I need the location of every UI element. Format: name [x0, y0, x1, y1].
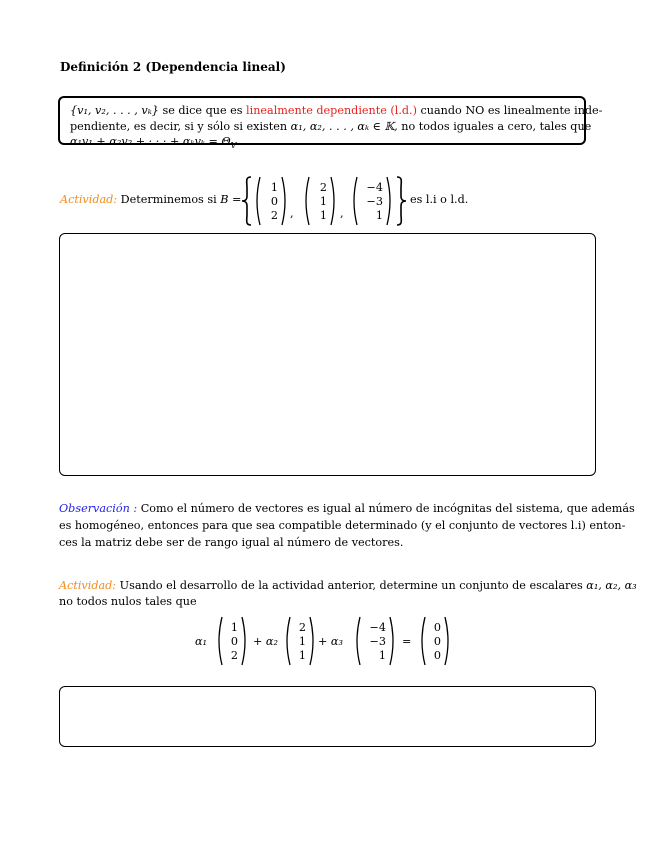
paren-left: [353, 616, 361, 666]
paren-left: [302, 176, 310, 226]
vector-set: {v₁, v₂, . . . , vₖ}: [70, 104, 159, 117]
paren-left: [283, 616, 291, 666]
activity-1-text: [60, 194, 241, 205]
vector-entry: 0: [230, 634, 238, 648]
paren-right: [309, 616, 317, 666]
vector-entry: −3: [366, 194, 383, 208]
paren-left: [253, 176, 261, 226]
definition-text: no todos iguales a cero, tales que: [397, 120, 592, 133]
definition-title: Definición 2 (Dependencia lineal): [60, 60, 286, 74]
definition-box: [58, 96, 603, 151]
vector-entry: 2: [230, 648, 238, 662]
observation-line-3: ces la matriz debe ser de rango igual al número de vectores.: [59, 536, 404, 549]
paren-right: [444, 616, 452, 666]
equals-sign: =: [402, 635, 412, 648]
vector-entry: −3: [369, 634, 386, 648]
activity-text: Determinemos si: [117, 193, 221, 206]
coef-alpha-3: + α₃: [318, 635, 343, 648]
paren-right: [281, 176, 289, 226]
vector-entry: 0: [433, 648, 441, 662]
subscript: V: [230, 141, 237, 151]
answer-box-2[interactable]: [59, 686, 596, 747]
activity-text: Usando el desarrollo de la actividad anterior, determine un conjunto de escalares: [116, 579, 587, 592]
paren-right: [389, 616, 397, 666]
observation-text: Como el número de vectores es igual al número de incógnitas del sistema, que además: [137, 502, 635, 515]
right-brace: [394, 176, 408, 226]
vector-entry: 2: [270, 208, 278, 222]
paren-left: [350, 176, 358, 226]
activity-label: Actividad:: [60, 193, 118, 206]
vector-entry: 1: [319, 194, 327, 208]
vector-entry: 1: [319, 208, 327, 222]
vector-b1: [253, 176, 289, 226]
vector-entry: 1: [298, 634, 306, 648]
vector-entry: 1: [230, 620, 238, 634]
vector-entry: 2: [298, 620, 306, 634]
activity-label: Actividad:: [59, 579, 117, 592]
paren-left: [215, 616, 223, 666]
comma: ,: [290, 207, 294, 220]
observation-line-2: es homogéneo, entonces para que sea compatible determinado (y el conjunto de vectores l.i) enton-: [59, 519, 626, 532]
set-name: B: [220, 193, 229, 206]
vector-entry: −4: [369, 620, 386, 634]
scalars: α₁, α₂, . . . , αₖ ∈ 𝕂,: [290, 120, 398, 133]
period: .: [236, 135, 240, 148]
definition-line-1: [70, 104, 603, 117]
vector-entry: 1: [270, 180, 278, 194]
vector-entry: 0: [433, 620, 441, 634]
activity-2-line-1: [59, 580, 637, 591]
vector-v1: [215, 616, 249, 666]
vector-entry: −4: [366, 180, 383, 194]
left-brace: [240, 176, 254, 226]
coef-alpha-2: + α₂: [253, 635, 278, 648]
scalars: α₁, α₂, α₃: [586, 579, 637, 592]
observation-label: Observación :: [59, 502, 138, 515]
vector-entry: 1: [298, 648, 306, 662]
activity-1-question: es l.i o l.d.: [410, 193, 469, 206]
zero-vector: [418, 616, 452, 666]
paren-right: [386, 176, 394, 226]
comma: ,: [340, 207, 344, 220]
paren-right: [330, 176, 338, 226]
definition-line-2: [70, 120, 592, 133]
vector-entry: 1: [378, 648, 386, 662]
vector-b2: [302, 176, 338, 226]
linear-combination: α₁v₁ + α₂v₂ + · · · + αₖvₖ = Θ: [70, 135, 231, 148]
vector-entry: 0: [433, 634, 441, 648]
definition-text: se dice que es: [158, 104, 247, 117]
definition-line-3: [70, 136, 576, 150]
observation-line-1: [59, 503, 635, 514]
definition-text: cuando NO es linealmente inde-: [416, 104, 603, 117]
paren-left: [418, 616, 426, 666]
paren-right: [241, 616, 249, 666]
definition-text: pendiente, es decir, si y sólo si existen: [70, 120, 291, 133]
vector-entry: 2: [319, 180, 327, 194]
vector-v3: [353, 616, 397, 666]
answer-box-1[interactable]: [59, 233, 596, 476]
defined-term: linealmente dependiente (l.d.): [246, 104, 417, 117]
vector-entry: 1: [375, 208, 383, 222]
vector-v2: [283, 616, 317, 666]
coef-alpha-1: α₁: [195, 635, 208, 648]
vector-entry: 0: [270, 194, 278, 208]
vector-b3: [350, 176, 394, 226]
equals-sign: =: [228, 193, 242, 206]
activity-2-line-2: no todos nulos tales que: [59, 595, 197, 608]
